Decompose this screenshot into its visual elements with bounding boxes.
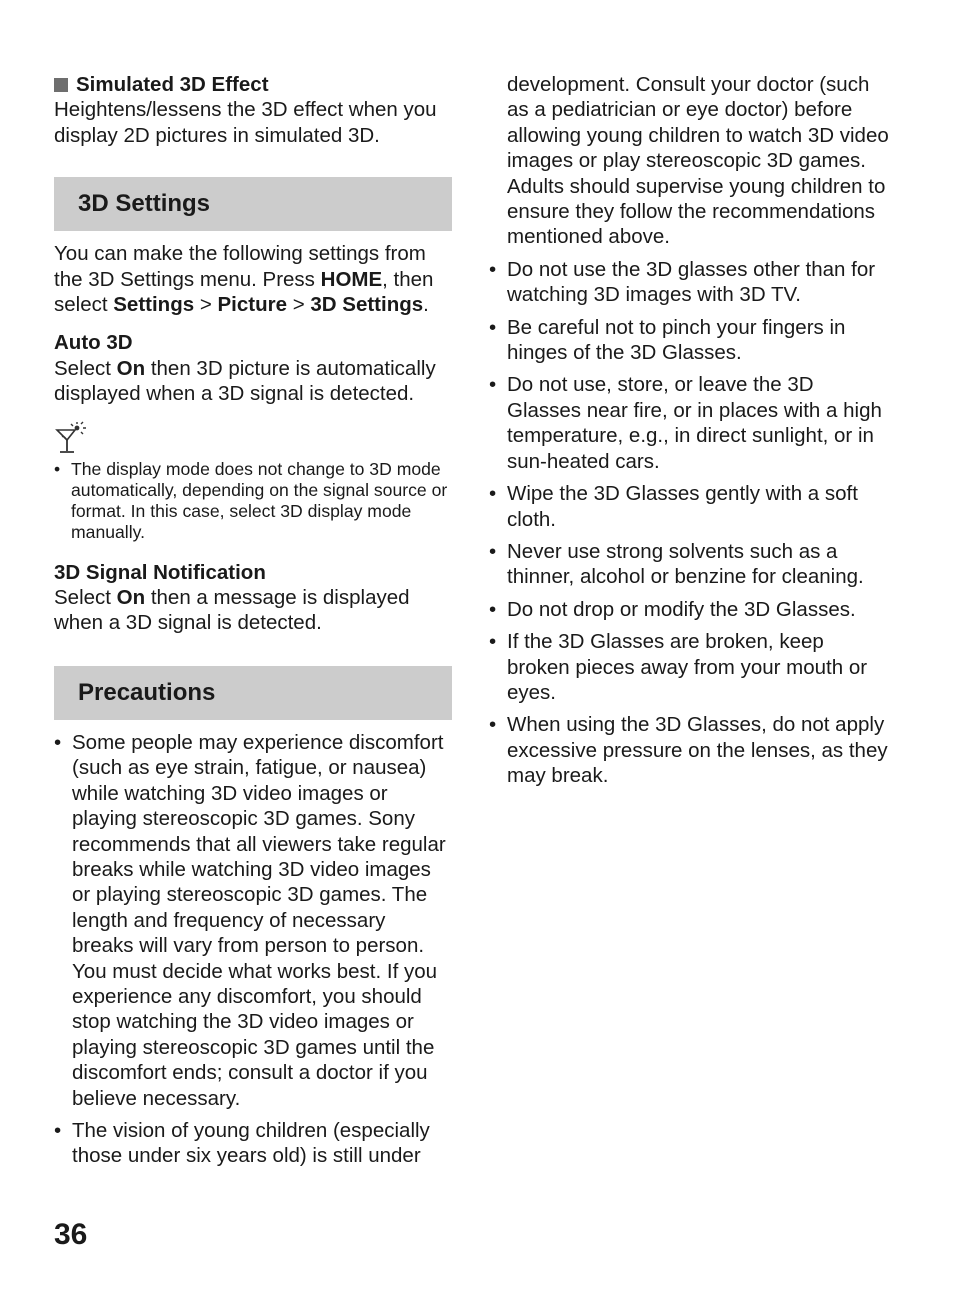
- tip-note-item: [54, 459, 452, 543]
- on-option: On: [116, 356, 146, 380]
- precaution-text: Be careful not to pinch your fingers in hinges of the 3D Glasses.: [507, 315, 846, 365]
- tip-lamp-icon: [54, 421, 452, 455]
- precaution-text: Wipe the 3D Glasses gently with a soft cloth.: [507, 482, 858, 531]
- settings-intro: [54, 241, 452, 317]
- section-title: Precautions: [78, 678, 216, 706]
- simulated-3d-title: Simulated 3D Effect: [76, 73, 269, 96]
- precaution-item: [54, 1118, 452, 1169]
- home-key: HOME: [320, 267, 383, 291]
- precaution-text: Do not drop or modify the 3D Glasses.: [507, 597, 856, 621]
- precaution-continuation: development. Consult your doctor (such as a pediatrician or eye doctor) before allowing young children to watch 3D video images or play stereoscopic 3D games. Adults should supervise young children to ensure they follow the recommendations mentioned above.: [507, 73, 889, 249]
- right-column: [489, 72, 889, 796]
- bullet: •: [489, 597, 497, 621]
- path-separator: >: [287, 293, 311, 317]
- precaution-item: [489, 481, 889, 532]
- precaution-item: [489, 597, 889, 622]
- bullet: •: [54, 730, 62, 754]
- tip-note-list: [54, 459, 452, 543]
- precaution-text: When using the 3D Glasses, do not apply excessive pressure on the lenses, as they may break.: [507, 713, 888, 788]
- auto-3d-heading: [54, 330, 452, 355]
- square-bullet-icon: [54, 78, 68, 92]
- precaution-item: [489, 712, 889, 788]
- precaution-item: [489, 315, 889, 366]
- signal-text: Select: [54, 586, 117, 610]
- simulated-3d-description: Heightens/lessens the 3D effect when you display 2D pictures in simulated 3D.: [54, 98, 437, 147]
- section-header-3d-settings: [54, 177, 452, 231]
- intro-text: .: [423, 293, 429, 317]
- signal-text: then a message is displayed when a 3D signal is detected.: [54, 586, 410, 635]
- intro-text: You can make the following settings from the 3D Settings menu. Press: [54, 242, 426, 291]
- bullet: •: [489, 373, 497, 397]
- left-column: [54, 72, 452, 1176]
- auto-3d-description: [54, 356, 452, 407]
- auto-3d-text: then 3D picture is automatically displayed when a 3D signal is detected.: [54, 356, 436, 406]
- precautions-list-left: [54, 730, 452, 1169]
- precaution-text: Do not use, store, or leave the 3D Glasses near fire, or in places with a high temperature, e.g., in direct sunlight, or in sun-heated cars.: [507, 373, 882, 473]
- precaution-item: [489, 372, 889, 474]
- bullet: •: [489, 482, 497, 506]
- auto-3d-text: Select: [54, 356, 117, 380]
- menu-3d-settings: 3D Settings: [310, 293, 424, 317]
- signal-notification-description: [54, 585, 452, 636]
- bullet: •: [489, 315, 497, 339]
- section-title: 3D Settings: [78, 190, 211, 218]
- bullet: •: [489, 539, 497, 563]
- bullet: •: [489, 713, 497, 737]
- precaution-text: Do not use the 3D glasses other than for watching 3D images with 3D TV.: [507, 257, 876, 307]
- auto-3d-title: Auto 3D: [54, 331, 133, 355]
- menu-settings: Settings: [113, 293, 195, 317]
- on-option: On: [116, 586, 146, 610]
- bullet: •: [489, 257, 497, 281]
- signal-notification-title: 3D Signal Notification: [54, 560, 266, 584]
- bullet: •: [54, 1118, 62, 1142]
- menu-picture: Picture: [217, 293, 287, 317]
- intro-text: , then select: [54, 267, 434, 317]
- precaution-item: [54, 730, 452, 1111]
- section-header-precautions: [54, 666, 452, 720]
- tip-note-text: The display mode does not change to 3D mode automatically, depending on the signal source or format. In this case, select 3D display mode manually.: [71, 458, 448, 542]
- page-number: 36: [54, 1218, 88, 1251]
- bullet: •: [489, 630, 497, 654]
- precaution-text: Never use strong solvents such as a thinner, alcohol or benzine for cleaning.: [507, 539, 864, 589]
- simulated-3d-heading: [54, 72, 452, 97]
- precaution-item: [489, 539, 889, 590]
- precaution-text: If the 3D Glasses are broken, keep broken pieces away from your mouth or eyes.: [507, 630, 868, 704]
- signal-notification-heading: [54, 560, 452, 585]
- precaution-text: The vision of young children (especially those under six years old) is still under: [72, 1118, 430, 1168]
- precaution-item: [489, 629, 889, 705]
- precautions-list-right: [489, 257, 889, 789]
- bullet: •: [54, 458, 61, 479]
- precaution-text: Some people may experience discomfort (such as eye strain, fatigue, or nausea) while watching 3D video images or playing stereoscopic 3D games. Sony recommends that all viewers take regular breaks while watching 3D video images or playing stereoscopic 3D games. The length and frequency of necessary breaks will vary from person to person. You must decide what works best. If you experience any discomfort, you should stop watching the 3D video images or playing stereoscopic 3D games until the discomfort ends; consult a doctor if you believe necessary.: [72, 730, 446, 1110]
- path-separator: >: [194, 293, 218, 317]
- precaution-item: [489, 257, 889, 308]
